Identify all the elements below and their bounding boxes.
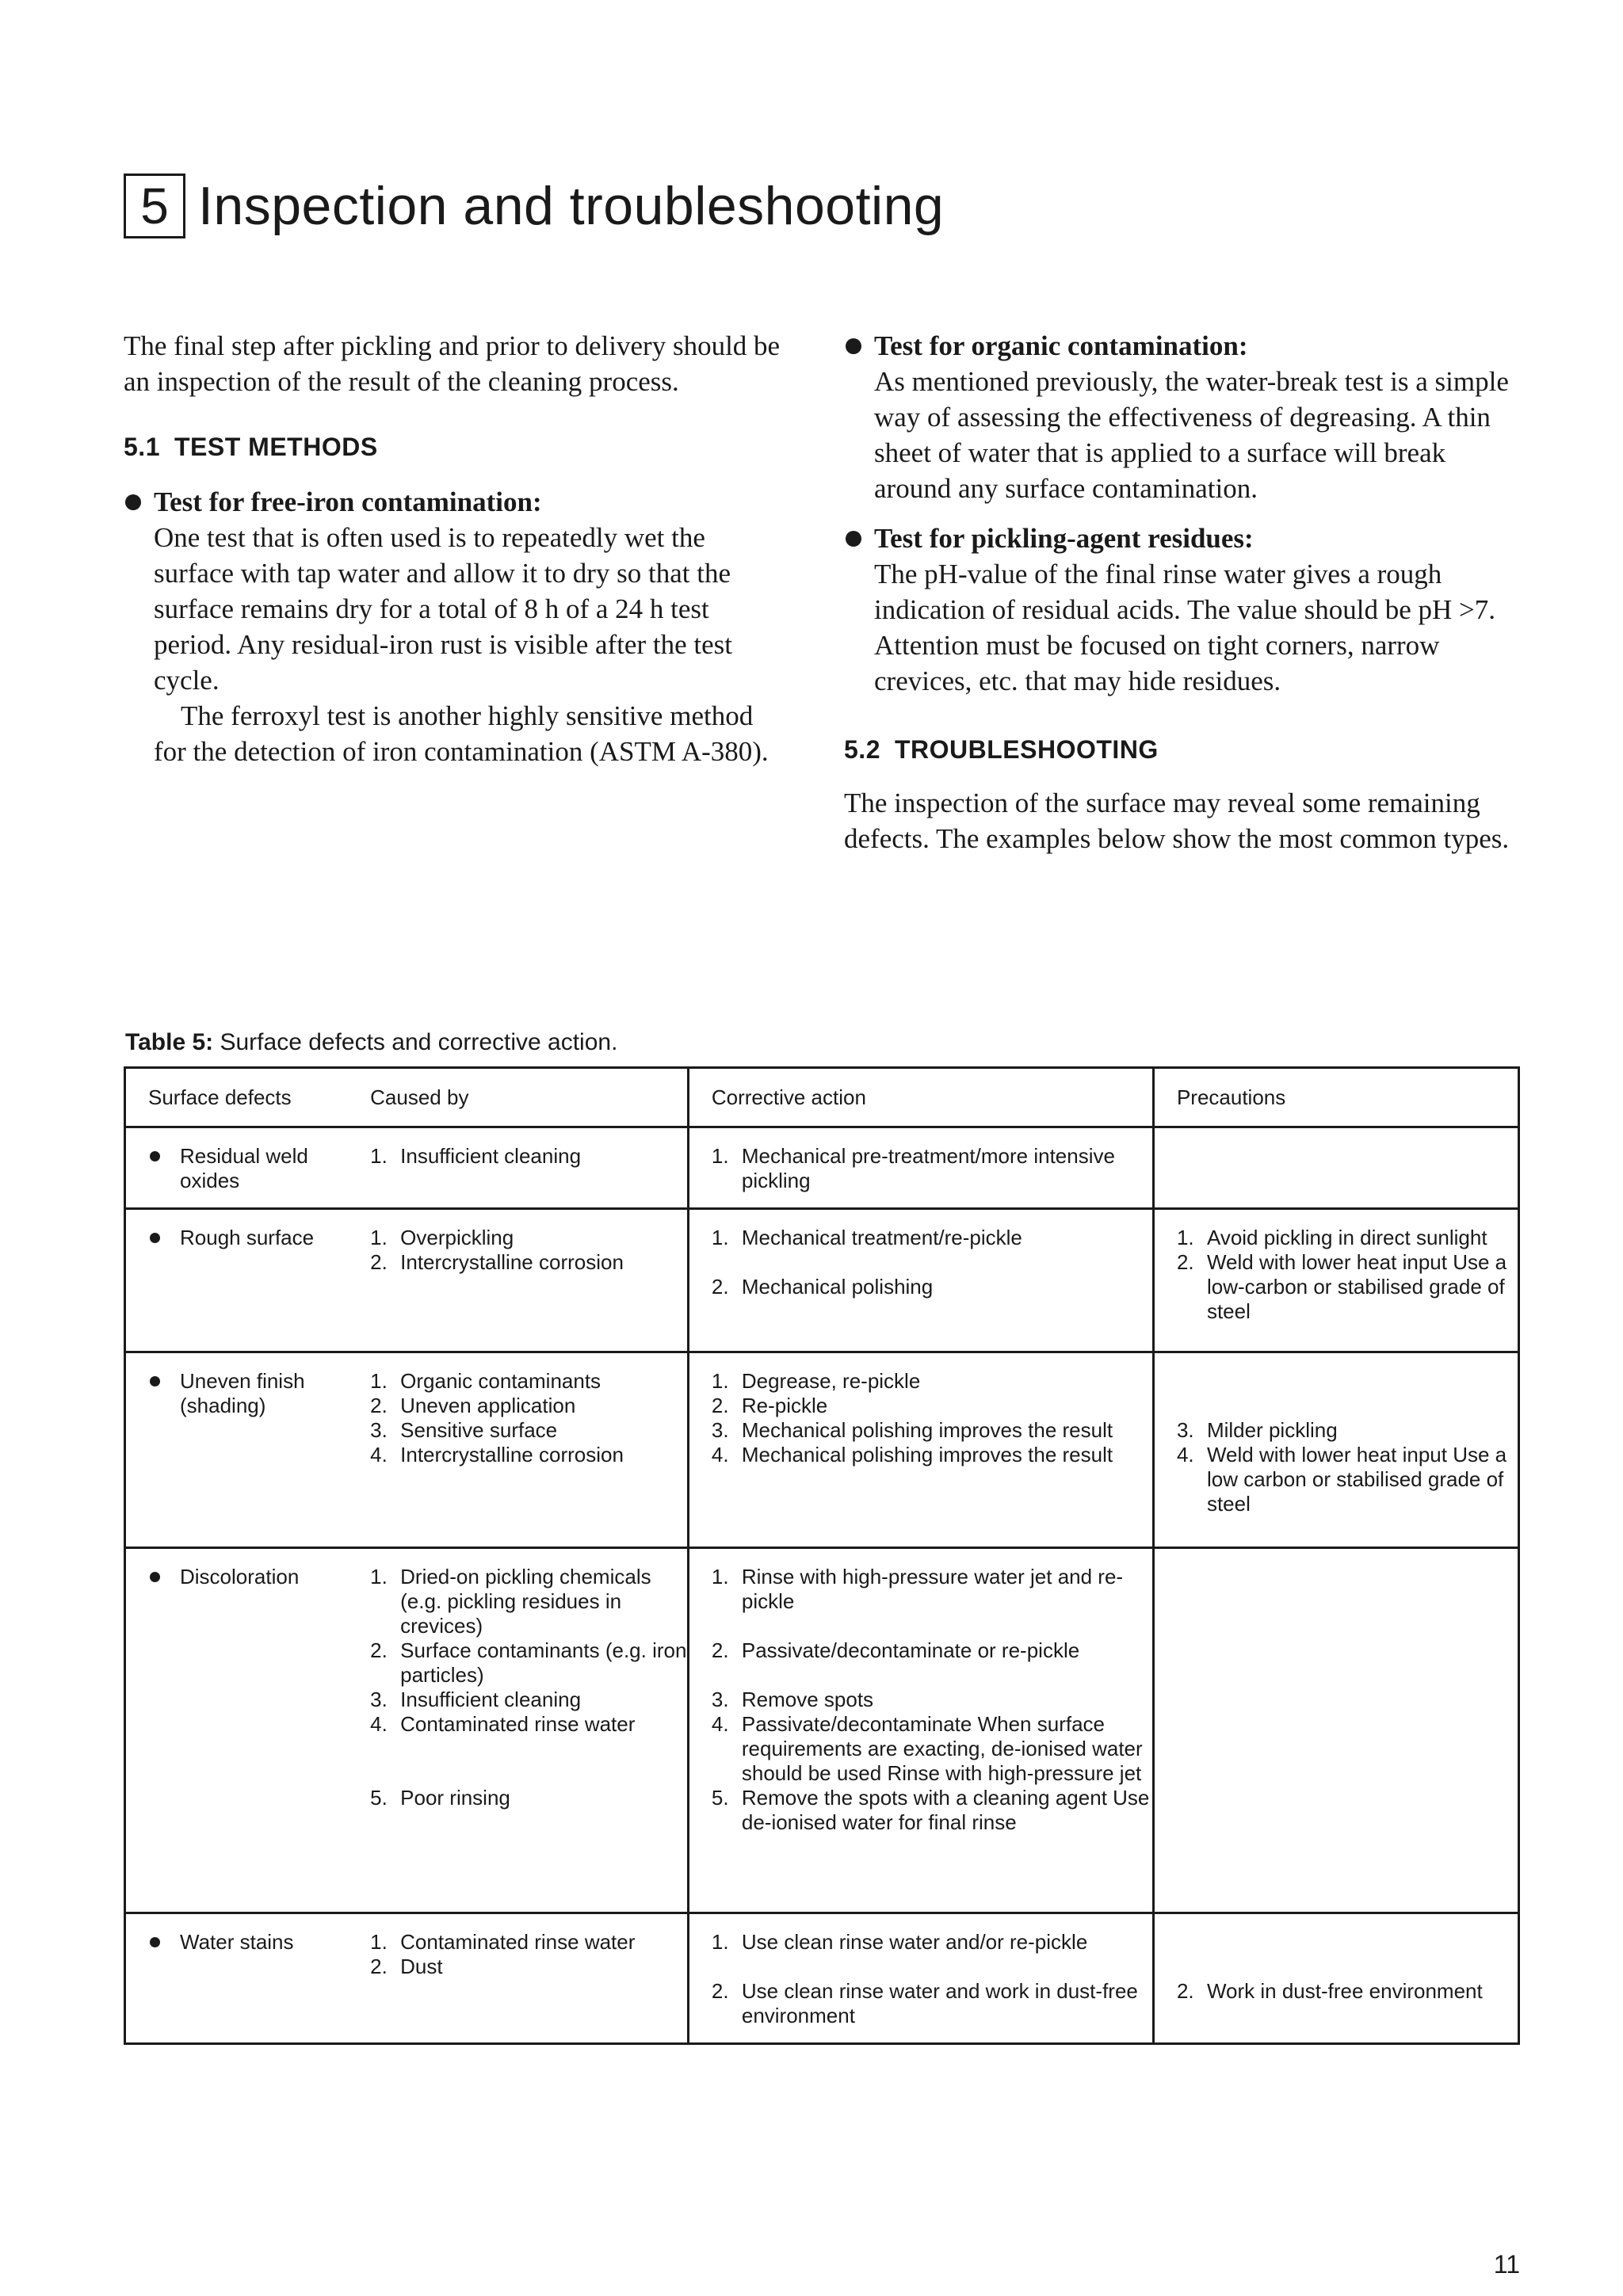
list-item: 1. Insufficient cleaning [370,1144,582,1168]
table-row [125,1913,1519,2044]
bullet-icon [125,494,141,510]
table-row [125,1548,1519,1913]
defect-name: Residual weld oxides [180,1144,308,1192]
section-heading-test-methods [124,433,781,462]
list-item: 4. Passivate/decontaminate When surface requirements are exacting, de-ionised water should be used Rinse with high-pressure jet [711,1712,1143,1785]
defect-name: Uneven finish [180,1369,305,1393]
bullet-title: Test for free-iron contamination: [154,486,542,517]
actions-list [689,1930,1152,2028]
defect-name: Discoloration [180,1565,300,1589]
chapter-heading [124,173,944,239]
actions-list [689,1144,1152,1193]
causes-list [370,1565,687,1810]
list-item: 2. Re-pickle [711,1394,828,1417]
list-item: 1. Organic contaminants [370,1369,601,1393]
bullet-icon [150,1376,160,1386]
bullet-title: Test for organic contamination: [874,330,1248,361]
precautions-list [1155,1226,1518,1324]
section-heading-troubleshooting [844,735,1526,765]
list-item: 1. Rinse with high-pressure water jet and re-pickle [711,1565,1124,1613]
header-caused-by: Caused by [370,1068,688,1127]
list-item: 2. Use clean rinse water and work in dust-free environment [711,1979,1138,2027]
defect-cell [126,1226,370,1250]
precautions-list [1155,1930,1518,2004]
list-item: 1. Avoid pickling in direct sunlight [1176,1226,1487,1249]
list-item: 3. Remove spots [711,1688,874,1711]
list-item: 2. Weld with lower heat input Use a low-carbon or stabilised grade of steel [1176,1250,1507,1323]
bullet-text: One test that is often used is to repeatedly wet the surface with tap water and allow it to dry so that the surface remains dry for a total of 8 h of a 24 h test period. Any residual-iron rust is visible after the test cycle. [154,522,732,696]
header-surface-defects: Surface defects [125,1068,371,1127]
chapter-title: Inspection and troubleshooting [198,176,945,236]
actions-list [689,1565,1152,1835]
intro-paragraph: The final step after pickling and prior to delivery should be an inspection of the result of the cleaning process. [124,330,781,397]
causes-list [370,1930,687,1979]
table-row [125,1209,1519,1352]
section-title: TROUBLESHOOTING [894,735,1159,764]
defect-cell [126,1144,370,1193]
right-column [844,328,1526,856]
page-number: 11 [1493,2250,1520,2279]
list-item: 4. Weld with lower heat input Use a low carbon or stabilised grade of steel [1176,1443,1507,1516]
list-item: 2. Passivate/decontaminate or re-pickle [711,1638,1080,1662]
defect-name: Rough surface [180,1226,315,1249]
defect-note: (shading) [180,1394,266,1417]
list-item: 2. Uneven application [370,1394,576,1417]
causes-list [370,1226,687,1275]
actions-list [689,1226,1152,1299]
table-caption [125,1029,617,1056]
bullet-organic-test [844,328,1526,506]
section-title: TEST METHODS [174,433,378,461]
table-row [125,1352,1519,1548]
precautions-cell [1153,1548,1518,1913]
list-item: 1. Mechanical treatment/re-pickle [711,1226,1022,1249]
precautions-list [1155,1369,1518,1516]
causes-list [370,1144,687,1169]
left-column [124,328,781,769]
section-number: 5.2 [844,735,880,764]
list-item: 2. Intercrystalline corrosion [370,1250,624,1274]
header-corrective-action: Corrective action [688,1068,1153,1127]
bullet-free-iron-test [124,484,781,769]
bullet-text: As mentioned previously, the water-break test is a simple way of assessing the effectiveness of degreasing. A thin sheet of water that is applied to a surface will break around any surface contamination. [874,366,1509,504]
section-number: 5.1 [124,433,160,461]
precautions-cell [1153,1127,1518,1209]
list-item: 5. Remove the spots with a cleaning agent Use de-ionised water for final rinse [711,1786,1150,1834]
bullet-icon [150,1233,160,1243]
list-item: 3. Insufficient cleaning [370,1688,582,1711]
list-item: 4. Mechanical polishing improves the result [711,1443,1113,1466]
list-item: 4. Intercrystalline corrosion [370,1443,624,1466]
bullet-pickling-agent-test [844,521,1526,699]
actions-list [689,1369,1152,1467]
table-row [125,1127,1519,1209]
table-header-row [125,1068,1519,1127]
bullet-text: The pH-value of the final rinse water gives a rough indication of residual acids. The value should be pH >7. Attention must be focused on tight corners, narrow crevices, etc. that may hide residues. [874,559,1496,696]
list-item: 2. Dust [370,1955,443,1978]
list-item: 1. Dried-on pickling chemicals (e.g. pickling residues in crevices) [370,1565,651,1638]
bullet-icon [150,1572,160,1582]
bullet-title: Test for pickling-agent residues: [874,523,1254,554]
list-item: 3. Sensitive surface [370,1418,558,1442]
bullet-icon [150,1151,160,1161]
list-item: 4. Contaminated rinse water [370,1712,636,1736]
list-item: 2. Surface contaminants (e.g. iron particles) [370,1638,687,1687]
list-item: 5. Poor rinsing [370,1786,510,1810]
bullet-icon [846,531,861,547]
list-item: 1. Overpickling [370,1226,514,1249]
defect-name: Water stains [180,1930,294,1954]
bullet-text-ferroxyl: The ferroxyl test is another highly sensitive method for the detection of iron contamination (ASTM A-380). [154,700,769,767]
bullet-icon [150,1937,160,1947]
bullet-icon [846,338,861,354]
table-caption-text: Surface defects and corrective action. [220,1029,618,1055]
defect-cell [126,1565,370,1589]
table-caption-label: Table 5: [125,1029,214,1055]
list-item: 2. Mechanical polishing [711,1275,934,1299]
list-item: 1. Contaminated rinse water [370,1930,636,1954]
list-item: 2. Work in dust-free environment [1176,1979,1483,2003]
surface-defects-table [124,1066,1520,2045]
header-precautions: Precautions [1153,1068,1518,1127]
defect-cell [126,1369,370,1418]
causes-list [370,1369,687,1467]
list-item: 3. Milder pickling [1176,1418,1338,1442]
defect-cell [126,1930,370,1955]
list-item: 1. Degrease, re-pickle [711,1369,921,1393]
troubleshooting-paragraph: The inspection of the surface may reveal some remaining defects. The examples below show the most common types. [844,788,1510,854]
list-item: 3. Mechanical polishing improves the result [711,1418,1113,1442]
chapter-number: 5 [124,174,185,238]
list-item: 1. Mechanical pre-treatment/more intensive pickling [711,1144,1115,1192]
list-item: 1. Use clean rinse water and/or re-pickle [711,1930,1088,1954]
